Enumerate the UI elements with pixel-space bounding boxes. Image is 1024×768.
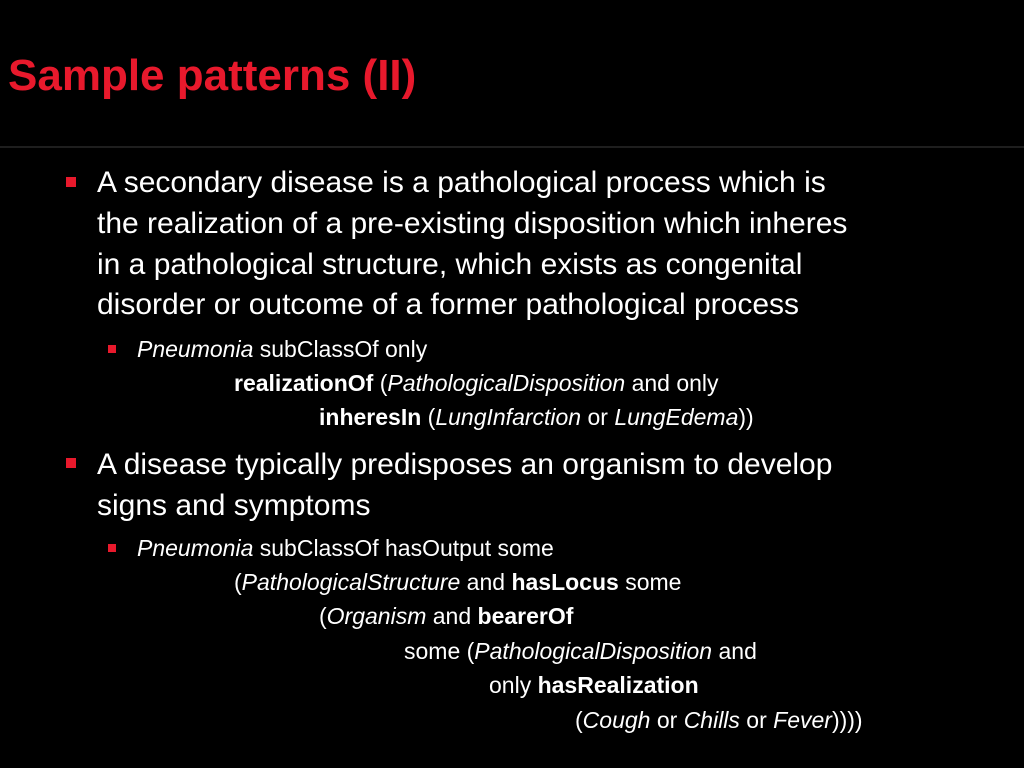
sub-2-line-5 [489, 668, 699, 702]
text-and: and [426, 603, 478, 629]
sub-2-line-4 [404, 634, 757, 668]
text-open-paren: ( [421, 404, 436, 430]
text-and: and [460, 569, 512, 595]
bullet-1-line-4: disorder or outcome of a former pathological process [97, 288, 800, 321]
term-organism: Organism [326, 603, 427, 629]
term-cough: Cough [582, 707, 651, 733]
sub-1-line-3 [319, 400, 754, 434]
text-open-paren: ( [234, 569, 242, 595]
term-pathological-disposition: PathologicalDisposition [474, 638, 713, 664]
sub-2-line-6 [575, 703, 863, 737]
term-pathological-disposition: PathologicalDisposition [387, 370, 626, 396]
sub-2-line-1 [137, 531, 554, 565]
term-lung-infarction: LungInfarction [435, 404, 582, 430]
text-some: some [618, 569, 682, 595]
text-some-open: some ( [404, 638, 475, 664]
term-chills: Chills [683, 707, 740, 733]
bullet-marker [66, 177, 76, 187]
text-and: and [712, 638, 757, 664]
sub-2-line-3 [319, 599, 573, 633]
text-subclassof-hasoutput: subClassOf hasOutput some [253, 535, 554, 561]
text-and-only: and only [625, 370, 719, 396]
text-only: only [489, 672, 538, 698]
text-or: or [581, 404, 615, 430]
bullet-1-line-3: in a pathological structure, which exists as congenital [97, 248, 803, 281]
term-haslocus: hasLocus [511, 569, 619, 595]
term-hasrealization: hasRealization [537, 672, 699, 698]
sub-bullet-marker [108, 345, 116, 353]
text-or: or [739, 707, 774, 733]
bullet-1-line-2: the realization of a pre-existing disposition which inheres [97, 207, 848, 240]
sub-1-line-2 [234, 366, 719, 400]
bullet-2-line-1: A disease typically predisposes an organism to develop [97, 448, 833, 481]
term-pneumonia: Pneumonia [137, 535, 254, 561]
term-inheresin: inheresIn [319, 404, 422, 430]
sub-2-line-2 [234, 565, 681, 599]
text-or: or [650, 707, 684, 733]
bullet-1-line-1: A secondary disease is a pathological process which is [97, 166, 826, 199]
text-close-parens: )))) [831, 707, 863, 733]
term-realizationof: realizationOf [234, 370, 374, 396]
bullet-2-line-2: signs and symptoms [97, 489, 371, 522]
text-open-paren: ( [575, 707, 583, 733]
sub-bullet-marker [108, 544, 116, 552]
sub-1-line-1 [137, 332, 427, 366]
text-subclassof-only: subClassOf only [253, 336, 428, 362]
term-pneumonia: Pneumonia [137, 336, 254, 362]
text-open-paren: ( [373, 370, 388, 396]
text-open-paren: ( [319, 603, 327, 629]
text-close-parens: )) [738, 404, 754, 430]
bullet-marker [66, 458, 76, 468]
term-fever: Fever [773, 707, 832, 733]
term-pathological-structure: PathologicalStructure [241, 569, 461, 595]
term-lung-edema: LungEdema [614, 404, 739, 430]
term-bearerof: bearerOf [477, 603, 574, 629]
slide-title: Sample patterns (II) [8, 51, 417, 100]
